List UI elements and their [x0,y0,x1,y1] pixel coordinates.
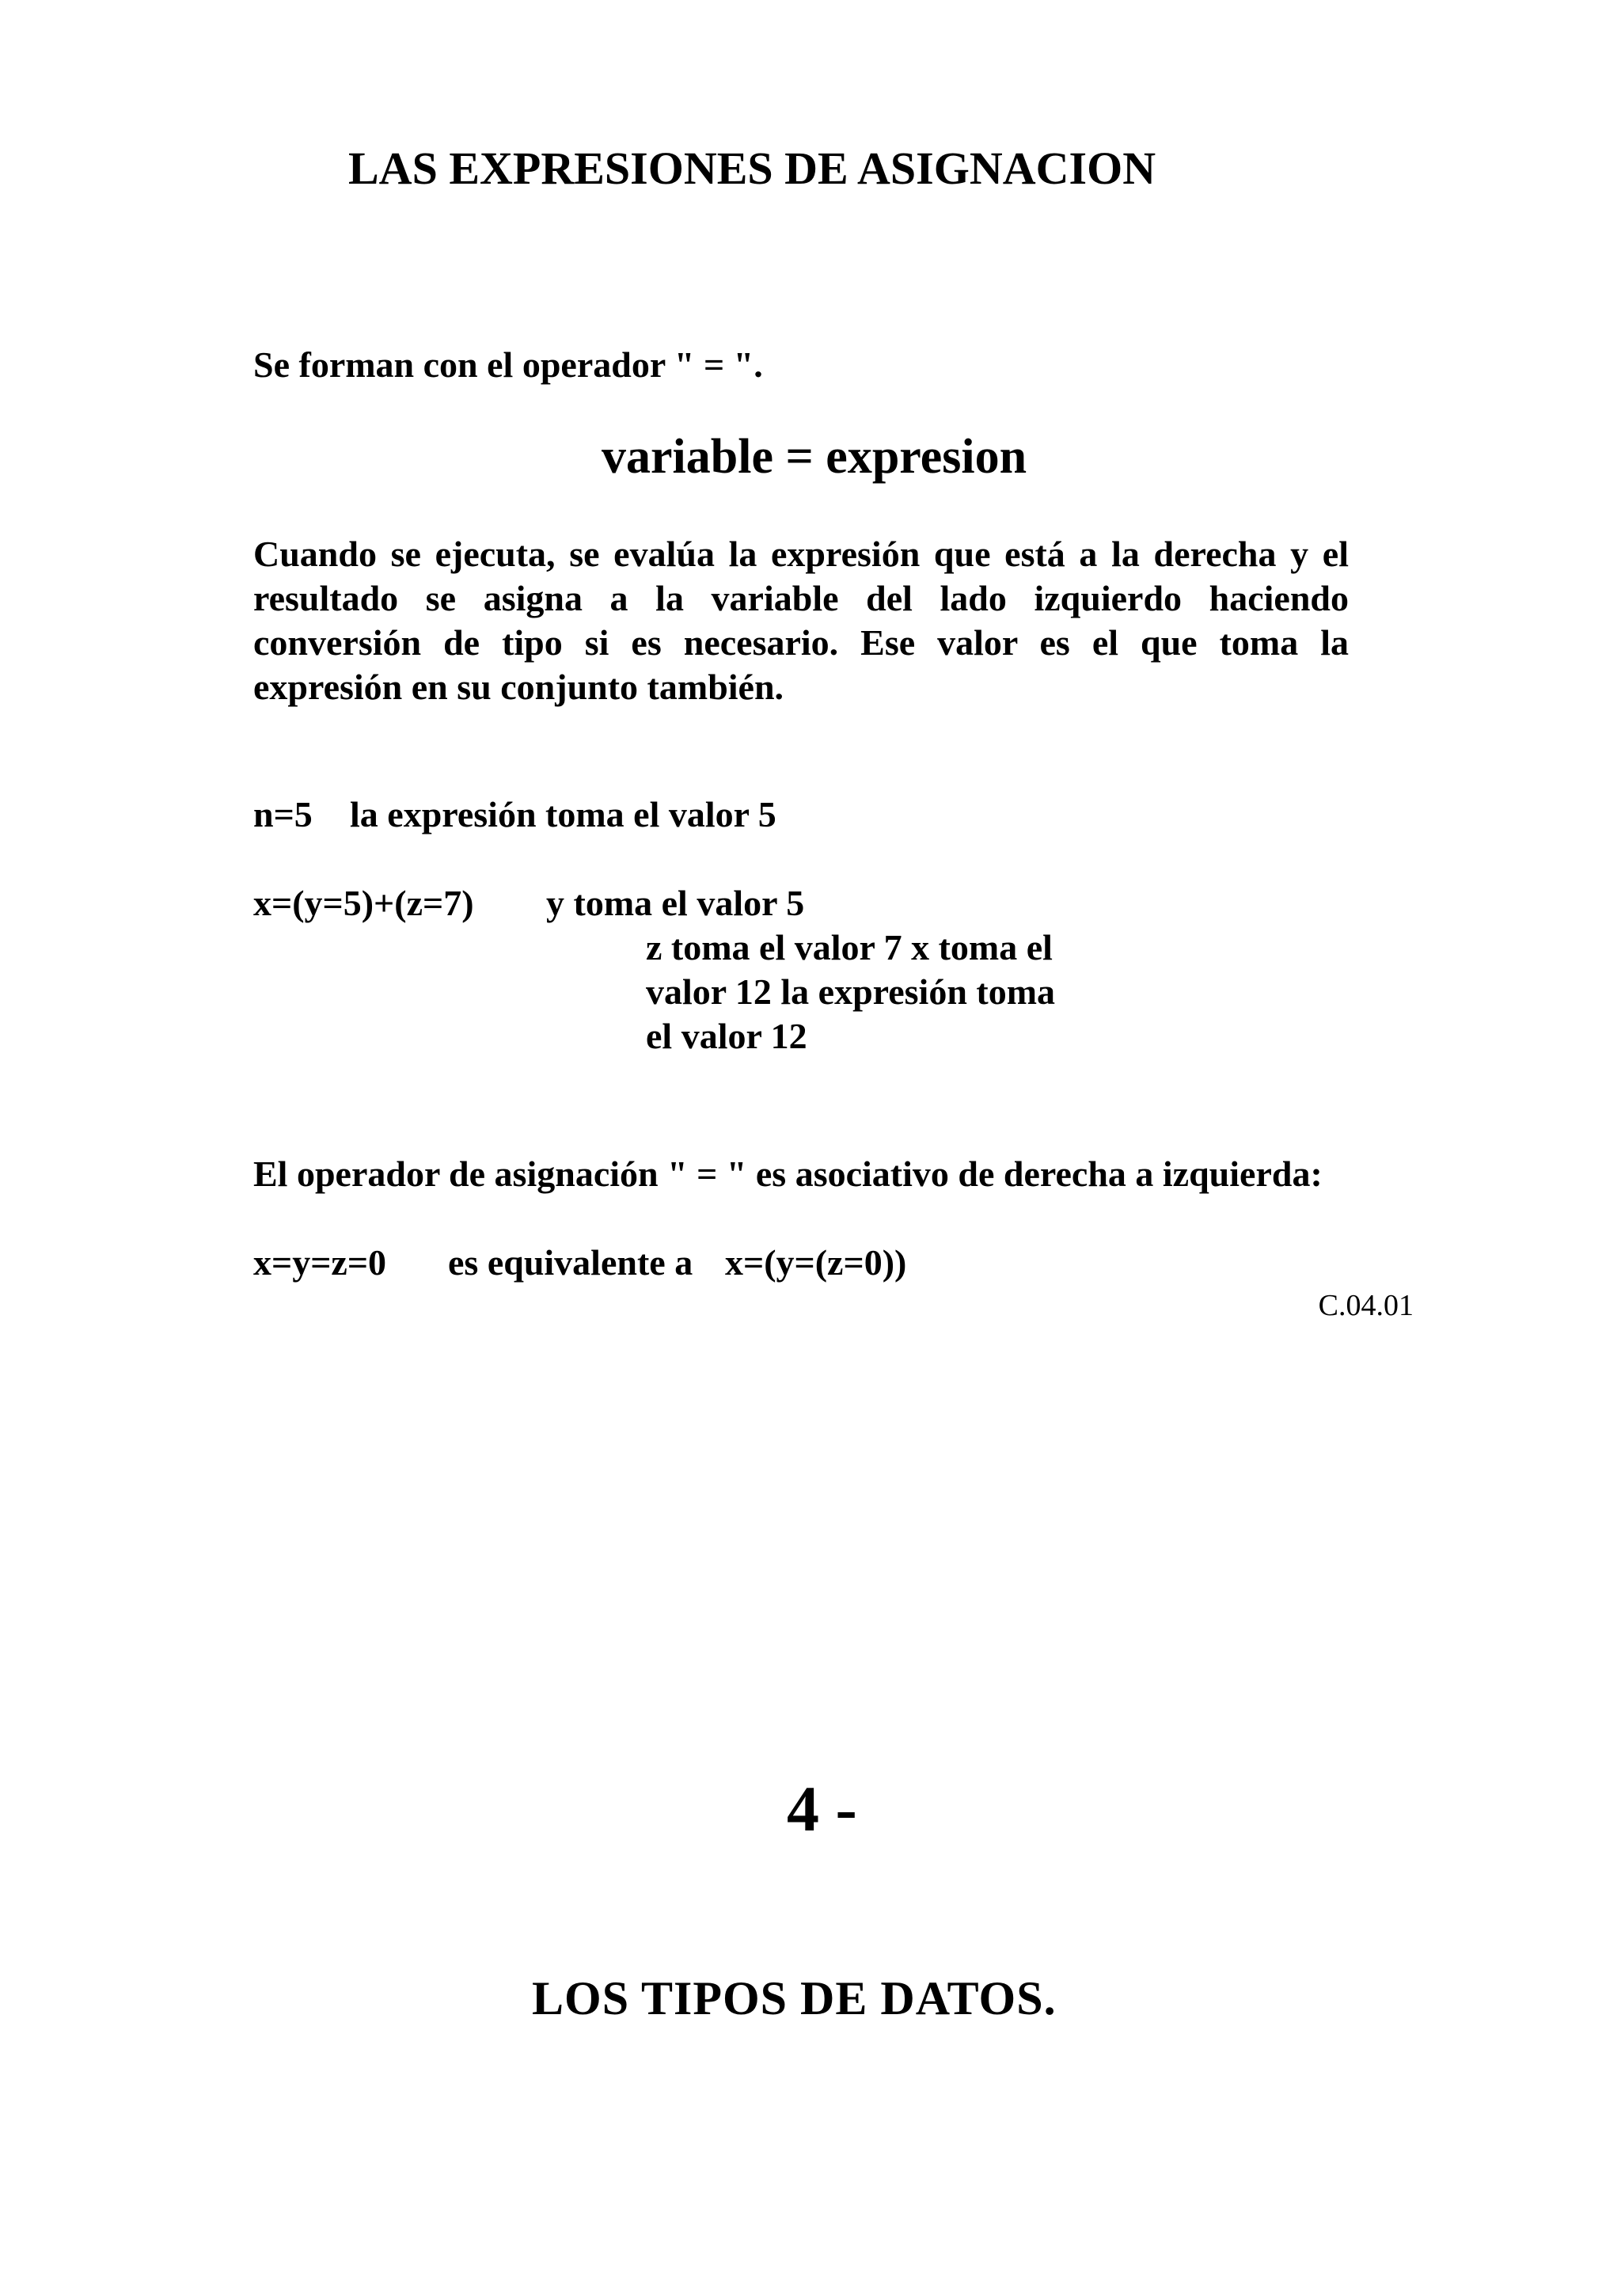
associativity-text: El operador de asignación " = " es asociativo de derecha a izquierda: [253,1154,1323,1194]
example-2-code: x=(y=5)+(z=7) [253,883,474,923]
example-1-text: la expresión toma el valor 5 [350,794,776,834]
explanation-paragraph [253,532,1349,709]
assignment-formula: variable = expresion [602,430,1027,484]
example-3-text: es equivalente a [448,1242,693,1283]
example-3-equivalent: x=(y=(z=0)) [725,1242,907,1283]
page-title: LAS EXPRESIONES DE ASIGNACION [348,143,1156,194]
reference-code: C.04.01 [1318,1289,1414,1322]
example-2-line: z toma el valor 7 x toma el [646,927,1053,967]
example-2-line: valor 12 la expresión toma [646,971,1056,1012]
next-chapter-title: LOS TIPOS DE DATOS. [532,1972,1057,2024]
page-number: 4 - [787,1773,857,1845]
example-2-line: el valor 12 [646,1016,807,1056]
intro-text: Se forman con el operador " = ". [253,344,763,385]
example-3-code: x=y=z=0 [253,1242,387,1283]
example-1-code: n=5 [253,794,313,834]
example-2-line: y toma el valor 5 [546,883,805,923]
explanation-text: Cuando se ejecuta, se evalúa la expresión que está a la derecha y el resultado se asigna a la variable del lado izquierdo haciendo conversión de tipo si es necesario. Ese valor es el que toma la expresión en su conjunto también. [253,534,1349,707]
